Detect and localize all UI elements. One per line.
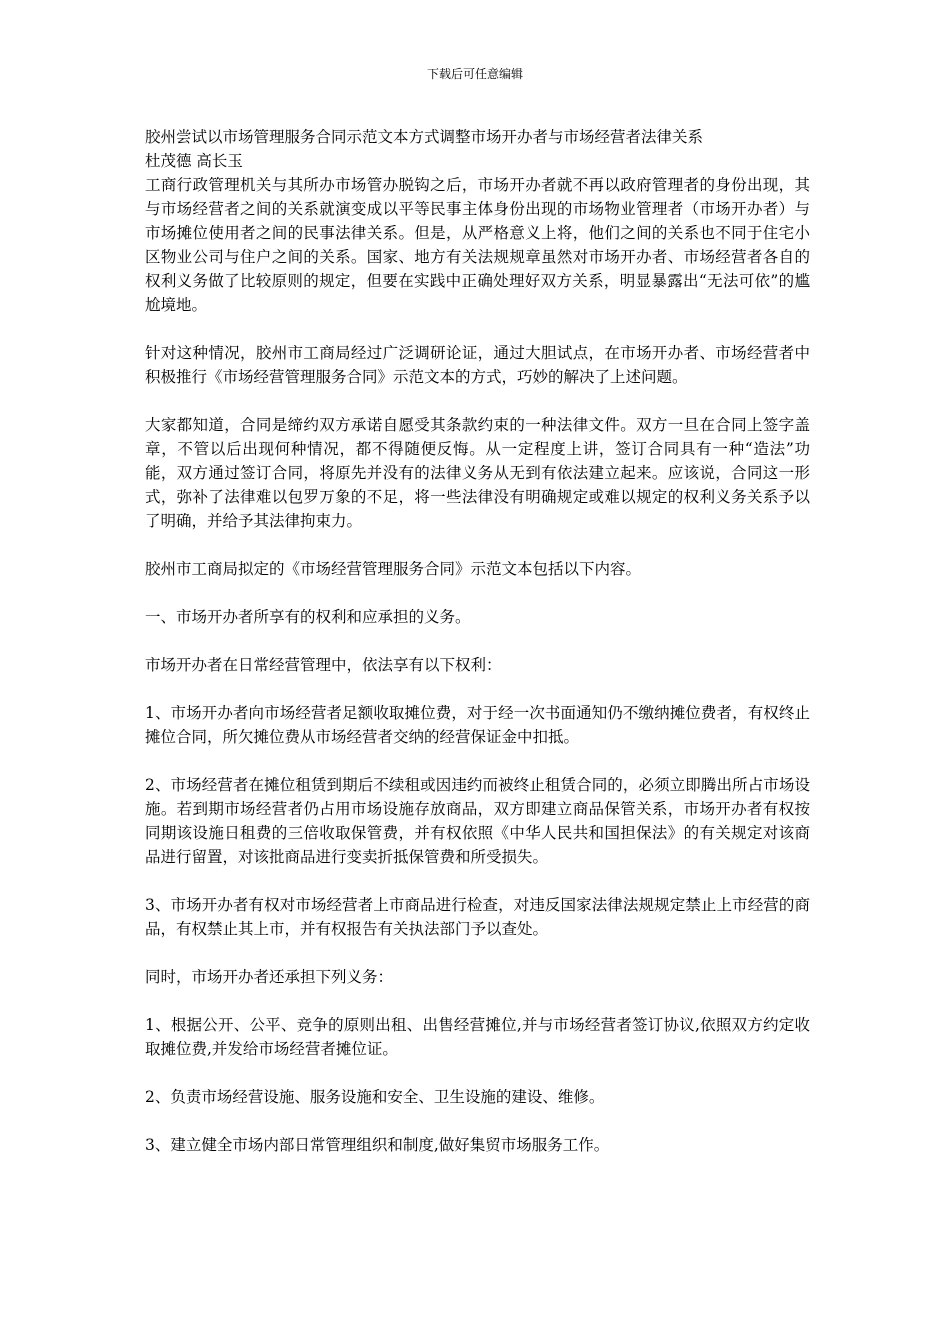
list-item: 3、建立健全市场内部日常管理组织和制度,做好集贸市场服务工作。: [145, 1136, 610, 1154]
list-item: 2、市场经营者在摊位租赁到期后不续租或因违约而被终止租赁合同的，必须立即腾出所占市场设施。若到期市场经营者仍占用市场设施存放商品，双方即建立商品保管关系，市场开办者有权按同期该设施日租费的三倍收取保管费，并有权依照《中华人民共和国担保法》的有关规定对该商品进行留置，对该批商品进行变卖折抵保管费和所受损失。: [145, 776, 810, 866]
paragraph: 胶州市工商局拟定的《市场经营管理服务合同》示范文本包括以下内容。: [145, 560, 642, 578]
document-authors: 杜茂德 高长玉: [145, 152, 243, 170]
document-body: [145, 125, 810, 1157]
list-item: 1、市场开办者向市场经营者足额收取摊位费，对于经一次书面通知仍不缴纳摊位费者，有权终止摊位合同，所欠摊位费从市场经营者交纳的经营保证金中扣抵。: [145, 704, 810, 746]
page-header: 下载后可任意编辑: [426, 67, 523, 81]
document-title: 胶州尝试以市场管理服务合同示范文本方式调整市场开办者与市场经营者法律关系: [145, 128, 704, 146]
list-item: 2、负责市场经营设施、服务设施和安全、卫生设施的建设、维修。: [145, 1088, 605, 1106]
paragraph: 针对这种情况，胶州市工商局经过广泛调研论证，通过大胆试点，在市场开办者、市场经营者中积极推行《市场经营管理服务合同》示范文本的方式，巧妙的解决了上述问题。: [145, 344, 810, 386]
paragraph: 同时，市场开办者还承担下列义务：: [145, 968, 394, 986]
list-item: 1、根据公开、公平、竞争的原则出租、出售经营摊位,并与市场经营者签订协议,依照双方约定收取摊位费,并发给市场经营者摊位证。: [145, 1016, 810, 1058]
section-heading: 一、市场开办者所享有的权利和应承担的义务。: [145, 608, 471, 626]
paragraph: 工商行政管理机关与其所办市场管办脱钩之后，市场开办者就不再以政府管理者的身份出现，其与市场经营者之间的关系就演变成以平等民事主体身份出现的市场物业管理者（市场开办者）与市场摊位使用者之间的民事法律关系。但是，从严格意义上将，他们之间的关系也不同于住宅小区物业公司与住户之间的关系。国家、地方有关法规规章虽然对市场开办者、市场经营者各自的权利义务做了比较原则的规定，但要在实践中正确处理好双方关系，明显暴露出“无法可依”的尴尬境地。: [145, 176, 810, 314]
list-item: 3、市场开办者有权对市场经营者上市商品进行检查，对违反国家法律法规规定禁止上市经营的商品，有权禁止其上市，并有权报告有关执法部门予以查处。: [145, 896, 810, 938]
paragraph: 大家都知道，合同是缔约双方承诺自愿受其条款约束的一种法律文件。双方一旦在合同上签字盖章，不管以后出现何种情况，都不得随便反悔。从一定程度上讲，签订合同具有一种“造法”功能，双方通过签订合同，将原先并没有的法律义务从无到有依法建立起来。应该说，合同这一形式，弥补了法律难以包罗万象的不足，将一些法律没有明确规定或难以规定的权利义务关系予以了明确，并给予其法律拘束力。: [145, 416, 810, 530]
paragraph: 市场开办者在日常经营管理中，依法享有以下权利：: [145, 656, 502, 674]
